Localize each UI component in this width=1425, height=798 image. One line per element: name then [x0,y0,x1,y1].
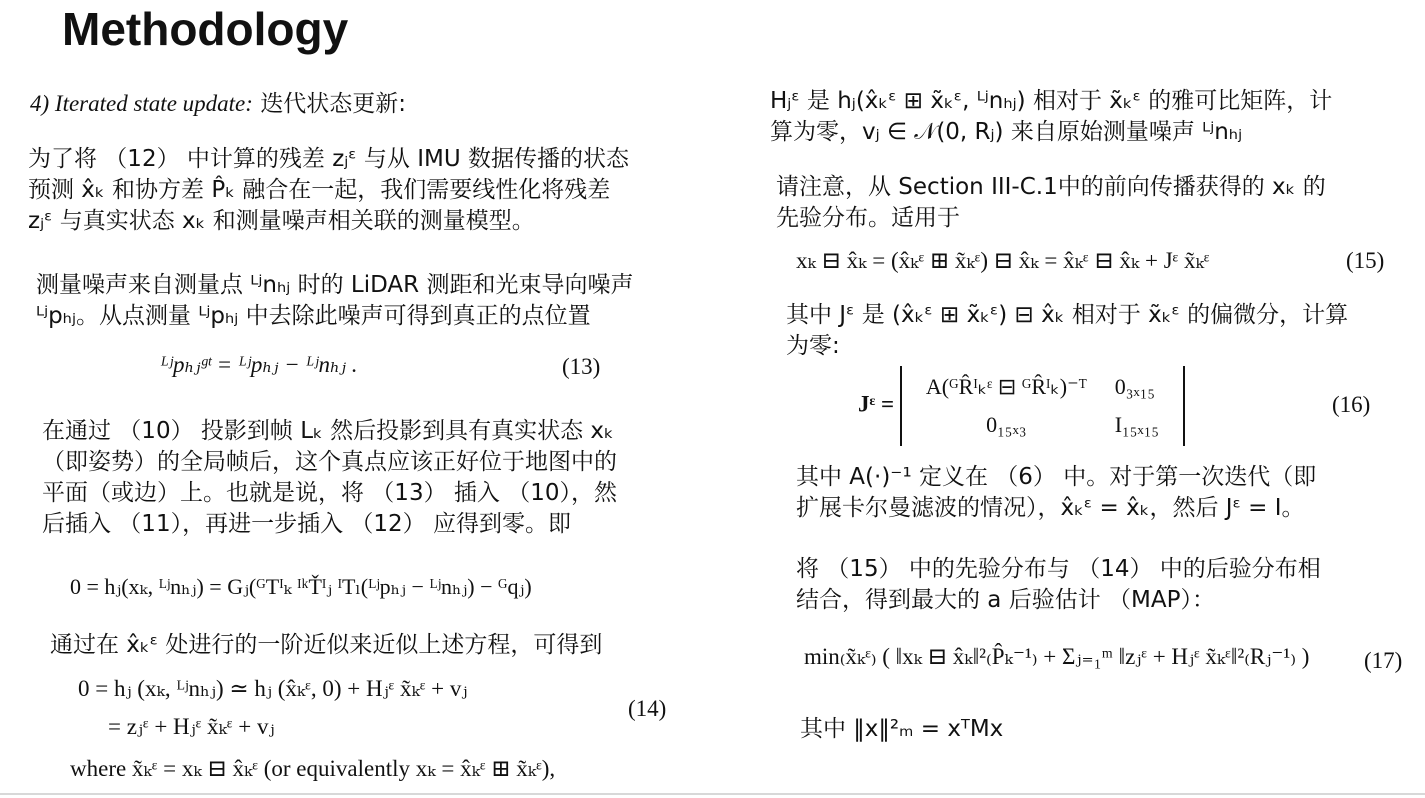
text-line: 其中 A(·)⁻¹ 定义在 （6） 中。对于第一次迭代（即 [796,464,1317,490]
page-title: Methodology [62,3,349,55]
left-paragraph-4: 通过在 x̂ₖᵋ 处进行的一阶近似来近似上述方程，可得到 [50,632,603,658]
section-heading-en: 4) Iterated state update: [30,91,253,116]
text-line: 后插入 （11），再进一步插入 （12） 应得到零。即 [42,511,571,537]
equation-14-number: (14) [628,696,667,721]
equation-17-number: (17) [1364,648,1403,673]
right-paragraph-2 [776,172,1326,234]
text-line: 请注意，从 Section III-C.1中的前向传播获得的 xₖ 的 [776,174,1326,200]
right-paragraph-3 [786,300,1348,362]
matrix-cell: I₁₅ₓ₁₅ [1114,412,1160,437]
equation-16-lhs: Jᵋ = [858,391,895,417]
text-line: 扩展卡尔曼滤波的情况），x̂ₖᵋ = x̂ₖ，然后 Jᵋ = I。 [796,495,1305,521]
text-line: 预测 x̂ₖ 和协方差 P̂ₖ 融合在一起，我们需要线性化将残差 [28,177,611,203]
right-paragraph-4 [796,462,1316,524]
section-heading-zh: 迭代状态更新: [260,91,406,117]
equation-16 [858,366,1185,446]
text-line: （即姿势）的全局帧后，这个真点应该正好位于地图中的 [42,449,617,475]
left-paragraph-3 [42,416,617,540]
equation-14-line-2: = zⱼᵋ + Hⱼᵋ x̃ₖᵋ + vⱼ [108,714,275,739]
equation-13-number: (13) [562,354,601,379]
text-line: 结合，得到最大的 a 后验估计 （MAP）： [796,587,1215,613]
right-paragraph-1 [770,86,1332,148]
right-paragraph-6: 其中 ‖x‖²ₘ = xᵀMx [800,716,1004,742]
text-line: 为了将 （12） 中计算的残差 zⱼᵋ 与从 IMU 数据传播的状态 [28,146,629,172]
matrix-cell: A(ᴳR̂ᴵₖᵋ ⊟ ᴳR̂ᴵₖ)⁻ᵀ [925,374,1087,399]
equation-14-line-1: 0 = hⱼ (xₖ, ᴸʲnₕⱼ) ≃ hⱼ (x̂ₖᵋ, 0) + Hⱼᵋ x̃ₖᵋ + vⱼ [78,676,468,701]
left-paragraph-2 [36,270,633,332]
text-line: ᴸʲpₕⱼ。从点测量 ᴸʲpₕⱼ 中去除此噪声可得到真正的点位置 [36,303,591,329]
section-heading [30,88,406,120]
equation-zero-residual: 0 = hⱼ(xₖ, ᴸʲnₕⱼ) = Gⱼ(ᴳTᴵₖ ᴵᵏŤᴵⱼ ᴵTₗ(ᴸʲpₕⱼ − ᴸʲnₕⱼ) − ᴳqⱼ) [70,574,532,599]
text-line: zⱼᵋ 与真实状态 xₖ 和测量噪声相关联的测量模型。 [28,208,535,234]
equation-13: ᴸʲpₕⱼᵍᵗ = ᴸʲpₕⱼ − ᴸʲnₕⱼ . [160,352,358,377]
equation-17: min₍x̃ₖᵋ₎ ( ‖xₖ ⊟ x̂ₖ‖²₍P̂ₖ⁻¹₎ + Σⱼ₌₁ᵐ ‖zⱼᵋ + Hⱼᵋ x̃ₖᵋ‖²₍Rⱼ⁻¹₎ ) [804,644,1310,669]
text-line: 其中 Jᵋ 是 (x̂ₖᵋ ⊞ x̃ₖᵋ) ⊟ x̂ₖ 相对于 x̃ₖᵋ 的偏微分，计算 [786,302,1349,328]
text-line: Hⱼᵋ 是 hⱼ(x̂ₖᵋ ⊞ x̃ₖᵋ, ᴸʲnₕⱼ) 相对于 x̃ₖᵋ 的雅可比矩阵，计 [770,88,1333,114]
left-paragraph-1 [28,144,629,237]
matrix-cell: 0₁₅ₓ₃ [986,412,1027,437]
right-paragraph-5 [796,554,1321,616]
text-line: 在通过 （10） 投影到帧 Lₖ 然后投影到具有真实状态 xₖ [42,418,614,444]
equation-15: xₖ ⊟ x̂ₖ = (x̂ₖᵋ ⊞ x̃ₖᵋ) ⊟ x̂ₖ = x̂ₖᵋ ⊟ x̂ₖ + Jᵋ x̃ₖᵋ [796,248,1210,273]
text-line: 测量噪声来自测量点 ᴸʲnₕⱼ 时的 LiDAR 测距和光束导向噪声 [36,272,634,298]
bottom-divider [0,793,1425,795]
text-line: 先验分布。适用于 [776,205,960,231]
text-line: 为零: [786,333,840,359]
text-line: 将 （15） 中的先验分布与 （14） 中的后验分布相 [796,556,1321,582]
text-line: 平面（或边）上。也就是说，将 （13） 插入 （10），然 [42,480,617,506]
where-line: where x̃ₖᵋ = xₖ ⊟ x̂ₖᵋ (or equivalently xₖ = x̂ₖᵋ ⊞ x̃ₖᵋ), [70,756,556,781]
text-line: 算为零，vⱼ ∈ 𝒩(0, Rⱼ) 来自原始测量噪声 ᴸʲnₕⱼ [770,119,1243,145]
matrix-cell: 0₃ₓ₁₅ [1114,374,1156,399]
equation-16-number: (16) [1332,392,1371,417]
equation-15-number: (15) [1346,248,1385,273]
equation-16-matrix [900,366,1185,446]
